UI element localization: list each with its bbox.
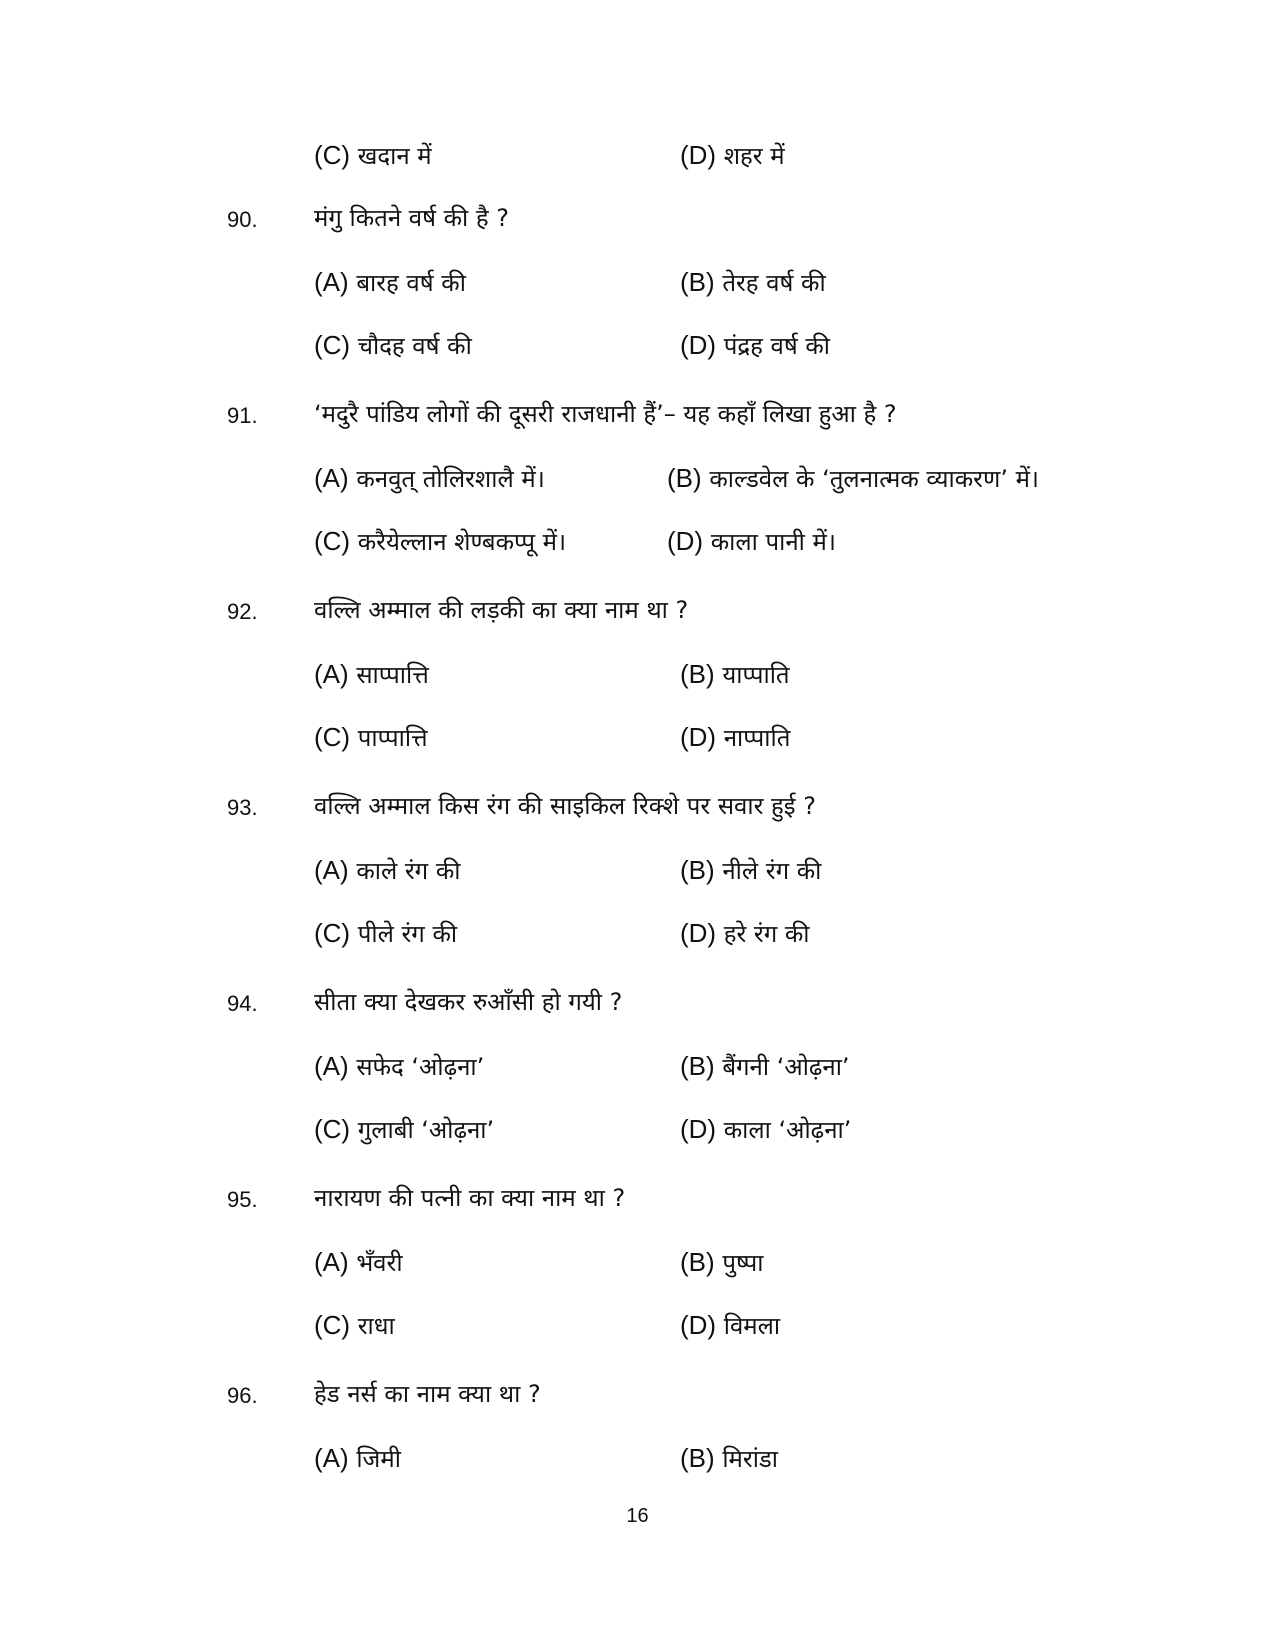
- question-number: 92.: [227, 599, 258, 624]
- question-row: [0, 1373, 1275, 1417]
- option-row: [0, 1438, 1275, 1482]
- question-number: 90.: [227, 207, 258, 232]
- question-row: [0, 785, 1275, 829]
- question-number: 95.: [227, 1187, 258, 1212]
- option-row: [0, 458, 1275, 502]
- question-text: हेड नर्स का नाम क्या था ?: [314, 1380, 541, 1408]
- option-b: (B) पुष्पा: [680, 1247, 764, 1277]
- option-a: (A) बारह वर्ष की: [314, 267, 466, 297]
- option-row: [0, 1109, 1275, 1153]
- option-d: (D) काला पानी में।: [667, 526, 836, 556]
- option-c: (C) करैयेल्लान शेण्बकप्पू में।: [314, 526, 567, 556]
- option-b: (B) बैंगनी ‘ओढ़ना’: [680, 1051, 850, 1081]
- option-row: [0, 1242, 1275, 1286]
- question-number: 94.: [227, 991, 258, 1016]
- option-c: (C) गुलाबी ‘ओढ़ना’: [314, 1114, 495, 1144]
- question-row: [0, 197, 1275, 241]
- question-text: वल्लि अम्माल किस रंग की साइकिल रिक्शे पर सवार हुई ?: [314, 792, 816, 820]
- option-b: (B) मिरांडा: [680, 1443, 778, 1473]
- question-number: 96.: [227, 1383, 258, 1408]
- question-row: [0, 589, 1275, 633]
- question-text: मंगु कितने वर्ष की है ?: [314, 204, 510, 232]
- option-row: [0, 325, 1275, 369]
- option-d: (D) पंद्रह वर्ष की: [680, 330, 830, 360]
- option-c: (C) चौदह वर्ष की: [314, 330, 472, 360]
- option-d: (D) नाप्पाति: [680, 722, 791, 752]
- option-a: (A) साप्पात्ति: [314, 659, 429, 689]
- option-a: (A) भँवरी: [314, 1247, 403, 1277]
- option-row: [0, 262, 1275, 306]
- question-row: [0, 1177, 1275, 1221]
- question-text: सीता क्या देखकर रुआँसी हो गयी ?: [314, 988, 623, 1016]
- option-row: [0, 654, 1275, 698]
- option-row: [0, 850, 1275, 894]
- option-d: (D) काला ‘ओढ़ना’: [680, 1114, 852, 1144]
- option-a: (A) कनवुत् तोलिरशालै में।: [314, 463, 545, 493]
- option-a: (A) जिमी: [314, 1443, 401, 1473]
- question-number: 91.: [227, 403, 258, 428]
- option-row: [0, 1046, 1275, 1090]
- option-row: [0, 135, 1275, 179]
- option-row: [0, 1305, 1275, 1349]
- question-text: नारायण की पत्नी का क्या नाम था ?: [314, 1184, 626, 1212]
- option-c: (C) खदान में: [314, 140, 432, 170]
- option-c: (C) पाप्पात्ति: [314, 722, 428, 752]
- option-a: (A) सफेद ‘ओढ़ना’: [314, 1051, 485, 1081]
- option-d: (D) शहर में: [680, 140, 785, 170]
- option-d: (D) हरे रंग की: [680, 918, 810, 948]
- option-b: (B) याप्पाति: [680, 659, 790, 689]
- option-row: [0, 717, 1275, 761]
- option-c: (C) पीले रंग की: [314, 918, 458, 948]
- question-row: [0, 393, 1275, 437]
- option-a: (A) काले रंग की: [314, 855, 461, 885]
- question-row: [0, 981, 1275, 1025]
- page-number: 16: [626, 1505, 649, 1527]
- option-row: [0, 521, 1275, 565]
- option-d: (D) विमला: [680, 1310, 781, 1340]
- question-number: 93.: [227, 795, 258, 820]
- option-b: (B) काल्डवेल के ‘तुलनात्मक व्याकरण’ में।: [667, 463, 1040, 493]
- option-row: [0, 913, 1275, 957]
- option-b: (B) नीले रंग की: [680, 855, 822, 885]
- question-text: वल्लि अम्माल की लड़की का क्या नाम था ?: [314, 596, 689, 624]
- option-c: (C) राधा: [314, 1310, 395, 1340]
- option-b: (B) तेरह वर्ष की: [680, 267, 826, 297]
- question-text: ‘मदुरै पांडिय लोगों की दूसरी राजधानी हैं’– यह कहाँ लिखा हुआ है ?: [314, 400, 897, 428]
